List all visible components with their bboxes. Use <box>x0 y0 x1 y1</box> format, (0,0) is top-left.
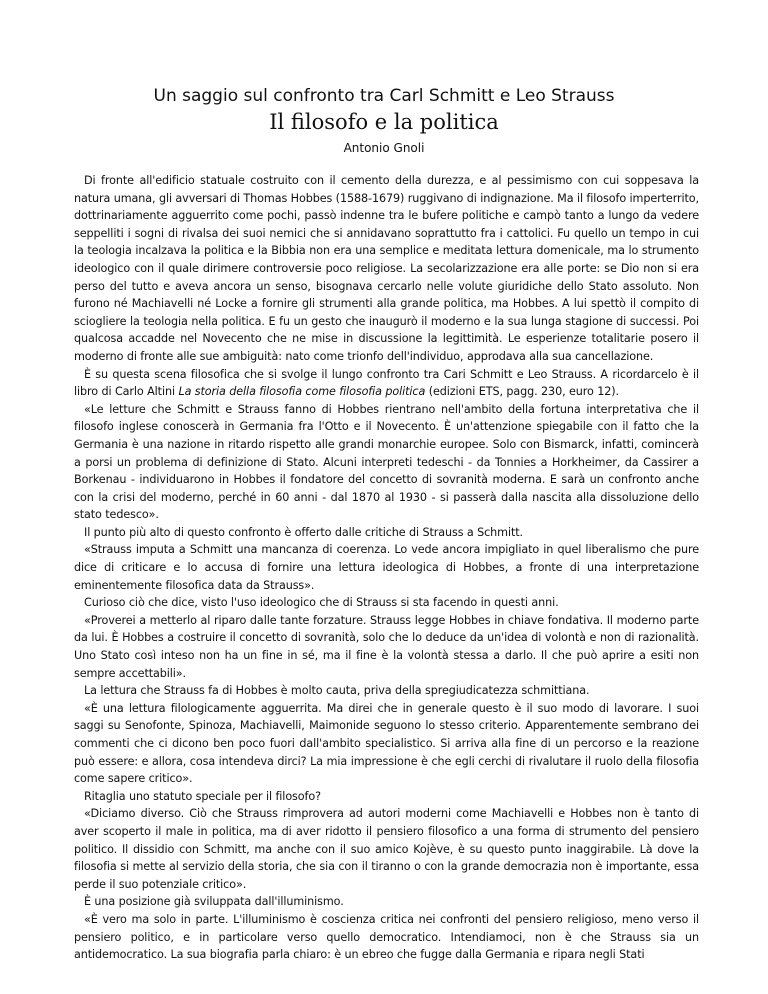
paragraph: «È una lettura filologicamente agguerrita. Ma direi che in generale questo è il suo modo di lavorare. I suoi saggi su Senofonte, Spinoza, Machiavelli, Maimonide seguono lo stesso criterio. Apparentemente sembrano dei commenti che ci dicono ben poco fuori dall'ambito specialistico. Si arriva alla fine di un percorso e la reazione può essere: e allora, cosa intendeva dirci? La mia impressione è che egli cerchi di rivalutare il ruolo della filosofia come sapere critico». <box>74 701 699 786</box>
article-author: Antonio Gnoli <box>343 141 425 155</box>
paragraph: Il punto più alto di questo confronto è offerto dalle critiche di Strauss a Schmitt. <box>84 525 523 539</box>
paragraph: «È vero ma solo in parte. L'illuminismo è coscienza critica nei confronti del pensiero religioso, meno verso il pensiero politico, e in particolare verso quello democratico. Intendiamoci, non è che Strauss sia un antidemocratico. La sua biografia parla chiaro: è un ebreo che fugge dalla Germania e ripara negli Stati <box>74 912 699 962</box>
article-title: Il filosofo e la politica <box>269 110 499 134</box>
paragraph: È una posizione già sviluppata dall'illuminismo. <box>84 895 344 909</box>
paragraph <box>74 366 699 401</box>
paragraph: «Le letture che Schmitt e Strauss fanno di Hobbes rientrano nell'ambito della fortuna interpretativa che il filosofo inglese conoscerà in Germania fra l'Otto e il Novecento. È un'attenzione spiegabile con il fatto che la Germania è una nazione in ritardo rispetto alle grandi monarchie europee. Solo con Bismarck, infatti, comincerà a porsi un problema di definizione di Stato. Alcuni interpreti tedeschi - da Tonnies a Horkheimer, da Cassirer a Borkenau - individuarono in Hobbes il fondatore del concetto di sovranità moderna. E sarà un confronto anche con la crisi del moderno, perché in 60 anni - dal 1870 al 1930 - si passerà dalla nascita alla dissoluzione dello stato tedesco». <box>74 402 699 522</box>
paragraph: La lettura che Strauss fa di Hobbes è molto cauta, priva della spregiudicatezza schmittiana. <box>84 684 590 698</box>
paragraph: «Diciamo diverso. Ciò che Strauss rimprovera ad autori moderni come Machiavelli e Hobbes non è tanto di aver scoperto il male in politica, ma di aver ridotto il pensiero filosofico a una forma di strumento del pensiero politico. Il dissidio con Schmitt, ma anche con il suo amico Kojève, è su questo punto inaggirabile. Là dove la filosofia si mette al servizio della storia, che sia con il tiranno o con la grande democrazia non è importante, essa perde il suo potenziale critico». <box>74 807 699 891</box>
paragraph: Curioso ciò che dice, visto l'uso ideologico che di Strauss si sta facendo in questi anni. <box>84 596 559 610</box>
paragraph: «Strauss imputa a Schmitt una mancanza di coerenza. Lo vede ancora impigliato in quel liberalismo che pure dice di criticare e lo accusa di fornire una lettura ideologica di Hobbes, a fronte di una interpretazione eminentemente filosofica data da Strauss». <box>74 543 699 592</box>
paragraph: Ritaglia uno statuto speciale per il filosofo? <box>84 789 321 803</box>
paragraph-text: (edizioni ETS, pagg. 230, euro 12). <box>425 385 619 399</box>
paragraph: «Proverei a metterlo al riparo dalle tante forzature. Strauss legge Hobbes in chiave fondativa. Il moderno parte da lui. È Hobbes a costruire il concetto di sovranità, solo che lo deduce da un'idea di volontà e non di razionalità. Uno Stato così inteso non ha un fine in sé, ma il fine è la volontà stessa a darlo. Il che può aprire a esiti non sempre accettabili». <box>74 613 699 680</box>
article-body <box>74 172 699 964</box>
article-subtitle: Un saggio sul confronto tra Carl Schmitt e Leo Strauss <box>153 86 615 106</box>
paragraph-text: È su questa scena filosofica che si svolge il lungo confronto tra Cari Schmitt e Leo Strauss. A ricordarcelo è il libro di Carlo Altini <box>74 367 699 399</box>
paragraph: Di fronte all'edificio statuale costruito con il cemento della durezza, e al pessimismo con cui soppesava la natura umana, gli avversari di Thomas Hobbes (1588-1679) ruggivano di indignazione. Ma il filosofo imperterrito, dottrinariamente agguerrito come pochi, passò indenne tra le bufere politiche e campò tanto a lungo da vedere seppelliti i sogni di rivalsa dei suoi nemici che si annidavano soprattutto fra i cattolici. Fu quello un tempo in cui la teologia incalzava la politica e la Bibbia non era una semplice e meditata lettura domenicale, ma lo strumento ideologico con il quale dirimere controversie poco religiose. La secolarizzazione era alle porte: se Dio non si era perso del tutto e aveva ancora un senso, bisognava cercarlo nelle volute giuridiche dello Stato assoluto. Non furono né Machiavelli né Locke a fornire gli strumenti alla grande politica, ma Hobbes. A lui spettò il compito di sciogliere la teologia nella politica. E fu un gesto che inaugurò il moderno e la sua lunga stagione di successi. Poi qualcosa accadde nel Novecento che ne mise in discussione la legittimità. Le esperienze totalitarie posero il moderno di fronte alle sue ambiguità: nato come trionfo dell'individuo, approdava alla sua cancellazione. <box>74 174 699 363</box>
book-title: La storia della filosofia come filosofia politica <box>178 385 426 399</box>
